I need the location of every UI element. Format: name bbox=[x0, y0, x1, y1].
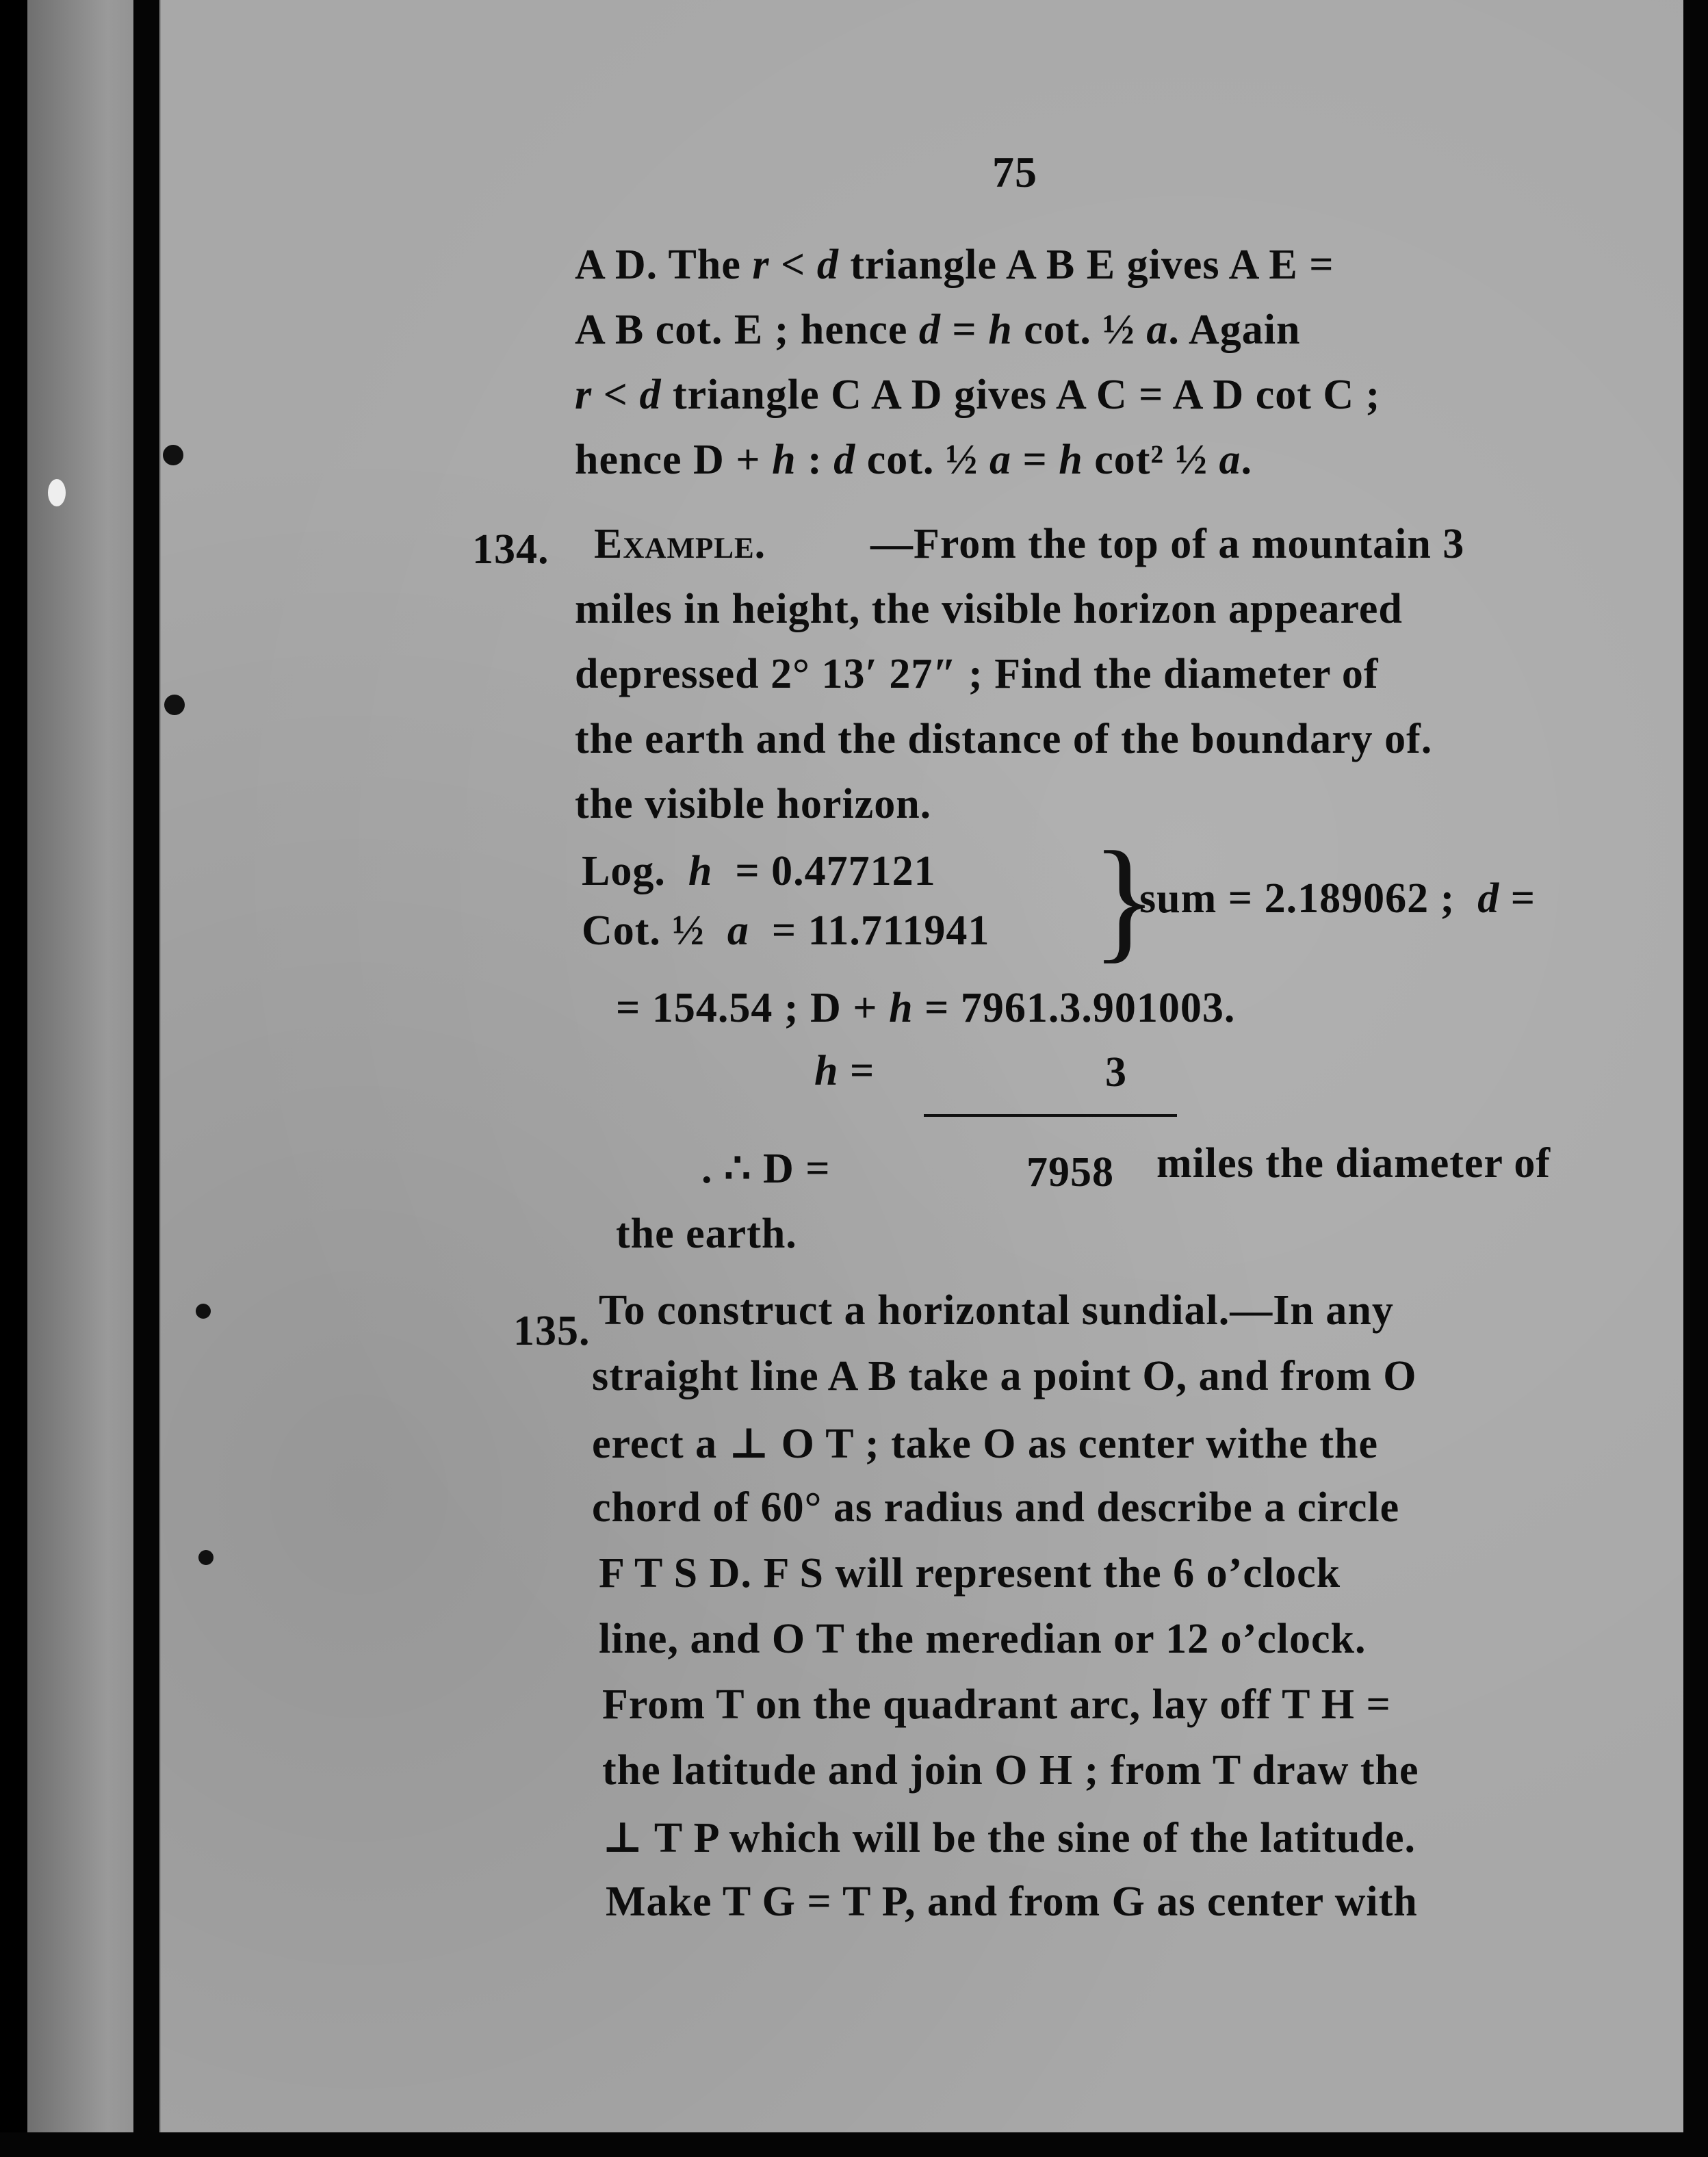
math-variable: h bbox=[772, 437, 797, 483]
math-variable: a bbox=[989, 437, 1011, 483]
text-run: triangle C A D gives A C = A D cot C ; bbox=[661, 372, 1381, 418]
text-run: A D. The bbox=[575, 242, 753, 288]
spine-mark bbox=[196, 1304, 211, 1319]
book-page bbox=[27, 0, 1683, 2135]
subtraction-rule bbox=[924, 1114, 1177, 1117]
example-134-line: the visible horizon. bbox=[575, 781, 932, 827]
calc-last-line: the earth. bbox=[616, 1211, 797, 1257]
math-variable: h bbox=[1059, 437, 1083, 483]
calc-h-row: h = bbox=[814, 1048, 875, 1094]
section-135-line: line, and O T the meredian or 12 o’clock. bbox=[599, 1616, 1367, 1662]
text-run: = bbox=[940, 307, 989, 353]
top-paragraph-line bbox=[575, 436, 1252, 485]
top-paragraph-line bbox=[575, 241, 1334, 289]
calc-cot-row: Cot. ½ a = 11.711941 bbox=[582, 907, 990, 954]
calc-diameter: 7958 bbox=[1026, 1149, 1114, 1196]
math-variable: h bbox=[988, 307, 1013, 353]
spine-mark bbox=[164, 695, 185, 715]
example-134-line: miles in height, the visible horizon appeared bbox=[575, 586, 1403, 632]
text-run: cot² ½ bbox=[1083, 437, 1219, 483]
calc-sum: sum = 2.189062 ; d = bbox=[1139, 875, 1536, 922]
section-135-line: To construct a horizontal sundial.—In any bbox=[599, 1287, 1394, 1334]
calc-therefore: . ∴ D = bbox=[701, 1146, 831, 1192]
binding-hole bbox=[48, 479, 66, 506]
math-variable: d bbox=[816, 242, 839, 288]
spine-mark bbox=[163, 445, 183, 465]
section-135-line: From T on the quadrant arc, lay off T H = bbox=[602, 1681, 1391, 1728]
section-135-line: chord of 60° as radius and describe a circle bbox=[592, 1484, 1400, 1531]
section-135-line: F T S D. F S will represent the 6 o’clock bbox=[599, 1550, 1341, 1597]
text-run: cot. ½ bbox=[855, 437, 989, 483]
section-135-line: ⊥ T P which will be the sine of the latitude. bbox=[602, 1815, 1416, 1861]
section-135-line: straight line A B take a point O, and from O bbox=[592, 1353, 1417, 1399]
section-135-line: erect a ⊥ O T ; take O as center withe the bbox=[592, 1421, 1378, 1467]
math-variable: d bbox=[918, 307, 941, 353]
text-run: . bbox=[1241, 437, 1253, 483]
text-run: A B cot. E ; hence bbox=[575, 307, 919, 353]
example-134-line: the earth and the distance of the boundary of. bbox=[575, 716, 1433, 762]
section-135-number: 135. bbox=[513, 1308, 591, 1354]
math-variable: r bbox=[575, 372, 593, 418]
text-run: < bbox=[592, 372, 640, 418]
calc-log-row: Log. h = 0.477121 bbox=[582, 848, 936, 894]
calc-result-row: = 154.54 ; D + h = 7961.3.901003. bbox=[616, 985, 1236, 1031]
math-variable: d bbox=[639, 372, 662, 418]
page-edge-bottom bbox=[0, 2132, 1708, 2157]
text-run: = bbox=[1011, 437, 1059, 483]
example-134-line: —From the top of a mountain 3 bbox=[870, 521, 1465, 567]
example-134-heading: Example. bbox=[594, 521, 766, 567]
curly-brace: } bbox=[1091, 824, 1157, 975]
example-134-number: 134. bbox=[472, 526, 549, 573]
book-spine bbox=[133, 0, 159, 2157]
text-run: . Again bbox=[1168, 307, 1301, 353]
spine-mark bbox=[198, 1550, 214, 1565]
top-paragraph-line bbox=[575, 371, 1380, 419]
math-variable: r bbox=[752, 242, 770, 288]
example-134-line: depressed 2° 13′ 27″ ; Find the diameter of bbox=[575, 651, 1379, 697]
math-variable: a bbox=[1146, 307, 1169, 353]
text-run: cot. ½ bbox=[1012, 307, 1147, 353]
top-paragraph-line bbox=[575, 306, 1300, 354]
text-run: < bbox=[769, 242, 817, 288]
page-number: 75 bbox=[992, 148, 1037, 196]
text-run: triangle A B E gives A E = bbox=[838, 242, 1334, 288]
calc-diameter-text: miles the diameter of bbox=[1156, 1140, 1551, 1187]
math-variable: d bbox=[833, 437, 856, 483]
calc-h-value: 3 bbox=[1105, 1049, 1127, 1096]
text-run: : bbox=[796, 437, 834, 483]
page-edge-right bbox=[1683, 0, 1708, 2157]
math-variable: a bbox=[1219, 437, 1241, 483]
section-135-line: the latitude and join O H ; from T draw the bbox=[602, 1747, 1419, 1794]
text-run: hence D + bbox=[575, 437, 773, 483]
section-135-line: Make T G = T P, and from G as center with bbox=[606, 1878, 1418, 1925]
